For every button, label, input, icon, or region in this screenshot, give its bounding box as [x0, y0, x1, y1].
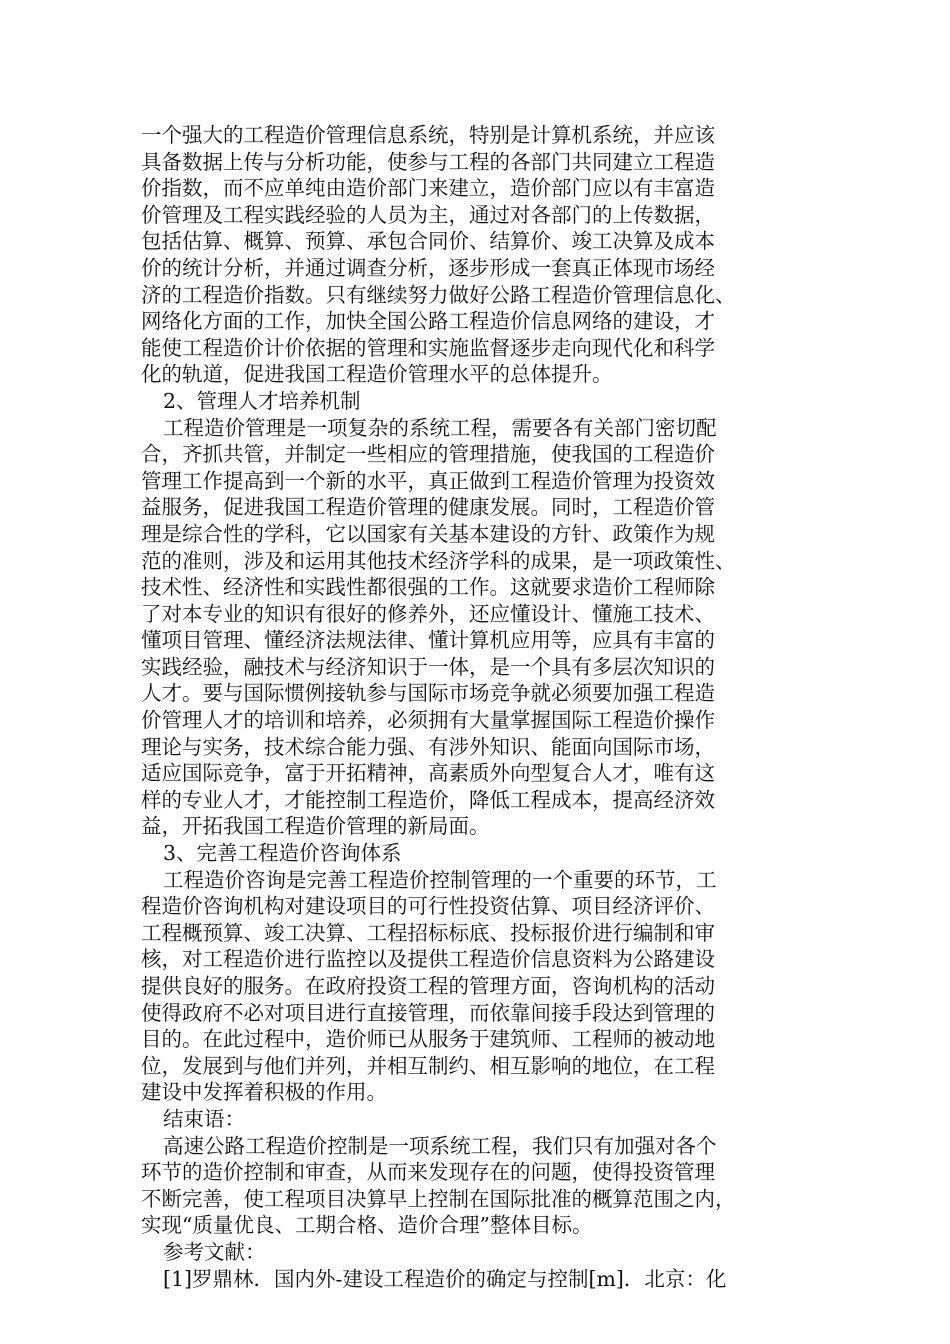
text-line: 使得政府不必对项目进行直接管理，而依靠间接手段达到管理的 — [141, 1000, 715, 1025]
text-line: 范的准则，涉及和运用其他技术经济学科的成果，是一项政策性、 — [141, 548, 736, 573]
text-line: 工程造价管理是一项复杂的系统工程，需要各有关部门密切配 — [163, 415, 717, 440]
document-body-text — [141, 122, 781, 1292]
text-line: [1]罗鼎林．国内外-建设工程造价的确定与控制[m]．北京：化 — [163, 1266, 727, 1291]
text-line: 3、完善工程造价咨询体系 — [163, 841, 402, 866]
text-line: 实践经验，融技术与经济知识于一体，是一个具有多层次知识的 — [141, 654, 715, 679]
text-line: 目的。在此过程中，造价师已从服务于建筑师、工程师的被动地 — [141, 1027, 715, 1052]
text-line: 理论与实务，技术综合能力强、有涉外知识、能面向国际市场， — [141, 734, 715, 759]
text-line: 建设中发挥着积极的作用。 — [141, 1080, 387, 1105]
text-line: 不断完善，使工程项目决算早上控制在国际批准的概算范围之内， — [141, 1186, 736, 1211]
text-line: 价管理及工程实践经验的人员为主，通过对各部门的上传数据， — [141, 202, 715, 227]
text-line: 能使工程造价计价依据的管理和实施监督逐步走向现代化和科学 — [141, 335, 715, 360]
text-line: 实现“质量优良、工期合格、造价合理”整体目标。 — [141, 1213, 593, 1238]
text-line: 理是综合性的学科，它以国家有关基本建设的方针、政策作为规 — [141, 521, 715, 546]
text-line: 懂项目管理、懂经济法规法律、懂计算机应用等，应具有丰富的 — [141, 628, 715, 653]
text-line: 包括估算、概算、预算、承包合同价、结算价、竣工决算及成本 — [141, 229, 715, 254]
text-line: 价管理人才的培训和培养，必须拥有大量掌握国际工程造价操作 — [141, 708, 715, 733]
text-line: 人才。要与国际惯例接轨参与国际市场竞争就必须要加强工程造 — [141, 681, 715, 706]
text-line: 提供良好的服务。在政府投资工程的管理方面，咨询机构的活动 — [141, 974, 715, 998]
text-line: 参考文献： — [163, 1239, 266, 1264]
text-line: 管理工作提高到一个新的水平，真正做到工程造价管理为投资效 — [141, 468, 715, 493]
text-line: 网络化方面的工作，加快全国公路工程造价信息网络的建设，才 — [141, 309, 715, 334]
text-line: 样的专业人才，才能控制工程造价，降低工程成本，提高经济效 — [141, 787, 715, 812]
text-line: 核，对工程造价进行监控以及提供工程造价信息资料为公路建设 — [141, 947, 715, 972]
text-line: 位，发展到与他们并列，并相互制约、相互影响的地位，在工程 — [141, 1053, 715, 1078]
text-line: 价的统计分析，并通过调查分析，逐步形成一套真正体现市场经 — [141, 255, 715, 280]
text-line: 适应国际竞争，富于开拓精神，高素质外向型复合人才，唯有这 — [141, 761, 715, 786]
text-line: 工程造价咨询是完善工程造价控制管理的一个重要的环节，工 — [163, 867, 717, 892]
text-line: 工程概预算、竣工决算、工程招标标底、投标报价进行编制和审 — [141, 920, 715, 945]
text-line: 环节的造价控制和审查，从而来发现存在的问题，使得投资管理 — [141, 1160, 715, 1185]
text-line: 价指数，而不应单纯由造价部门来建立，造价部门应以有丰富造 — [141, 176, 715, 201]
text-line: 益，开拓我国工程造价管理的新局面。 — [141, 814, 490, 839]
text-line: 具备数据上传与分析功能，使参与工程的各部门共同建立工程造 — [141, 149, 715, 174]
text-line: 化的轨道，促进我国工程造价管理水平的总体提升。 — [141, 362, 613, 387]
text-line: 高速公路工程造价控制是一项系统工程，我们只有加强对各个 — [163, 1133, 717, 1158]
text-line: 合，齐抓共管，并制定一些相应的管理措施，使我国的工程造价 — [141, 442, 715, 467]
text-line: 2、管理人才培养机制 — [163, 388, 361, 413]
text-line: 济的工程造价指数。只有继续努力做好公路工程造价管理信息化、 — [141, 282, 736, 307]
text-line: 一个强大的工程造价管理信息系统，特别是计算机系统，并应该 — [141, 123, 715, 147]
text-line: 了对本专业的知识有很好的修养外，还应懂设计、懂施工技术、 — [141, 601, 715, 626]
text-line: 益服务，促进我国工程造价管理的健康发展。同时，工程造价管 — [141, 495, 715, 520]
text-line: 程造价咨询机构对建设项目的可行性投资估算、项目经济评价、 — [141, 894, 715, 919]
text-line: 技术性、经济性和实践性都很强的工作。这就要求造价工程师除 — [141, 575, 715, 600]
text-line: 结束语： — [163, 1106, 245, 1131]
